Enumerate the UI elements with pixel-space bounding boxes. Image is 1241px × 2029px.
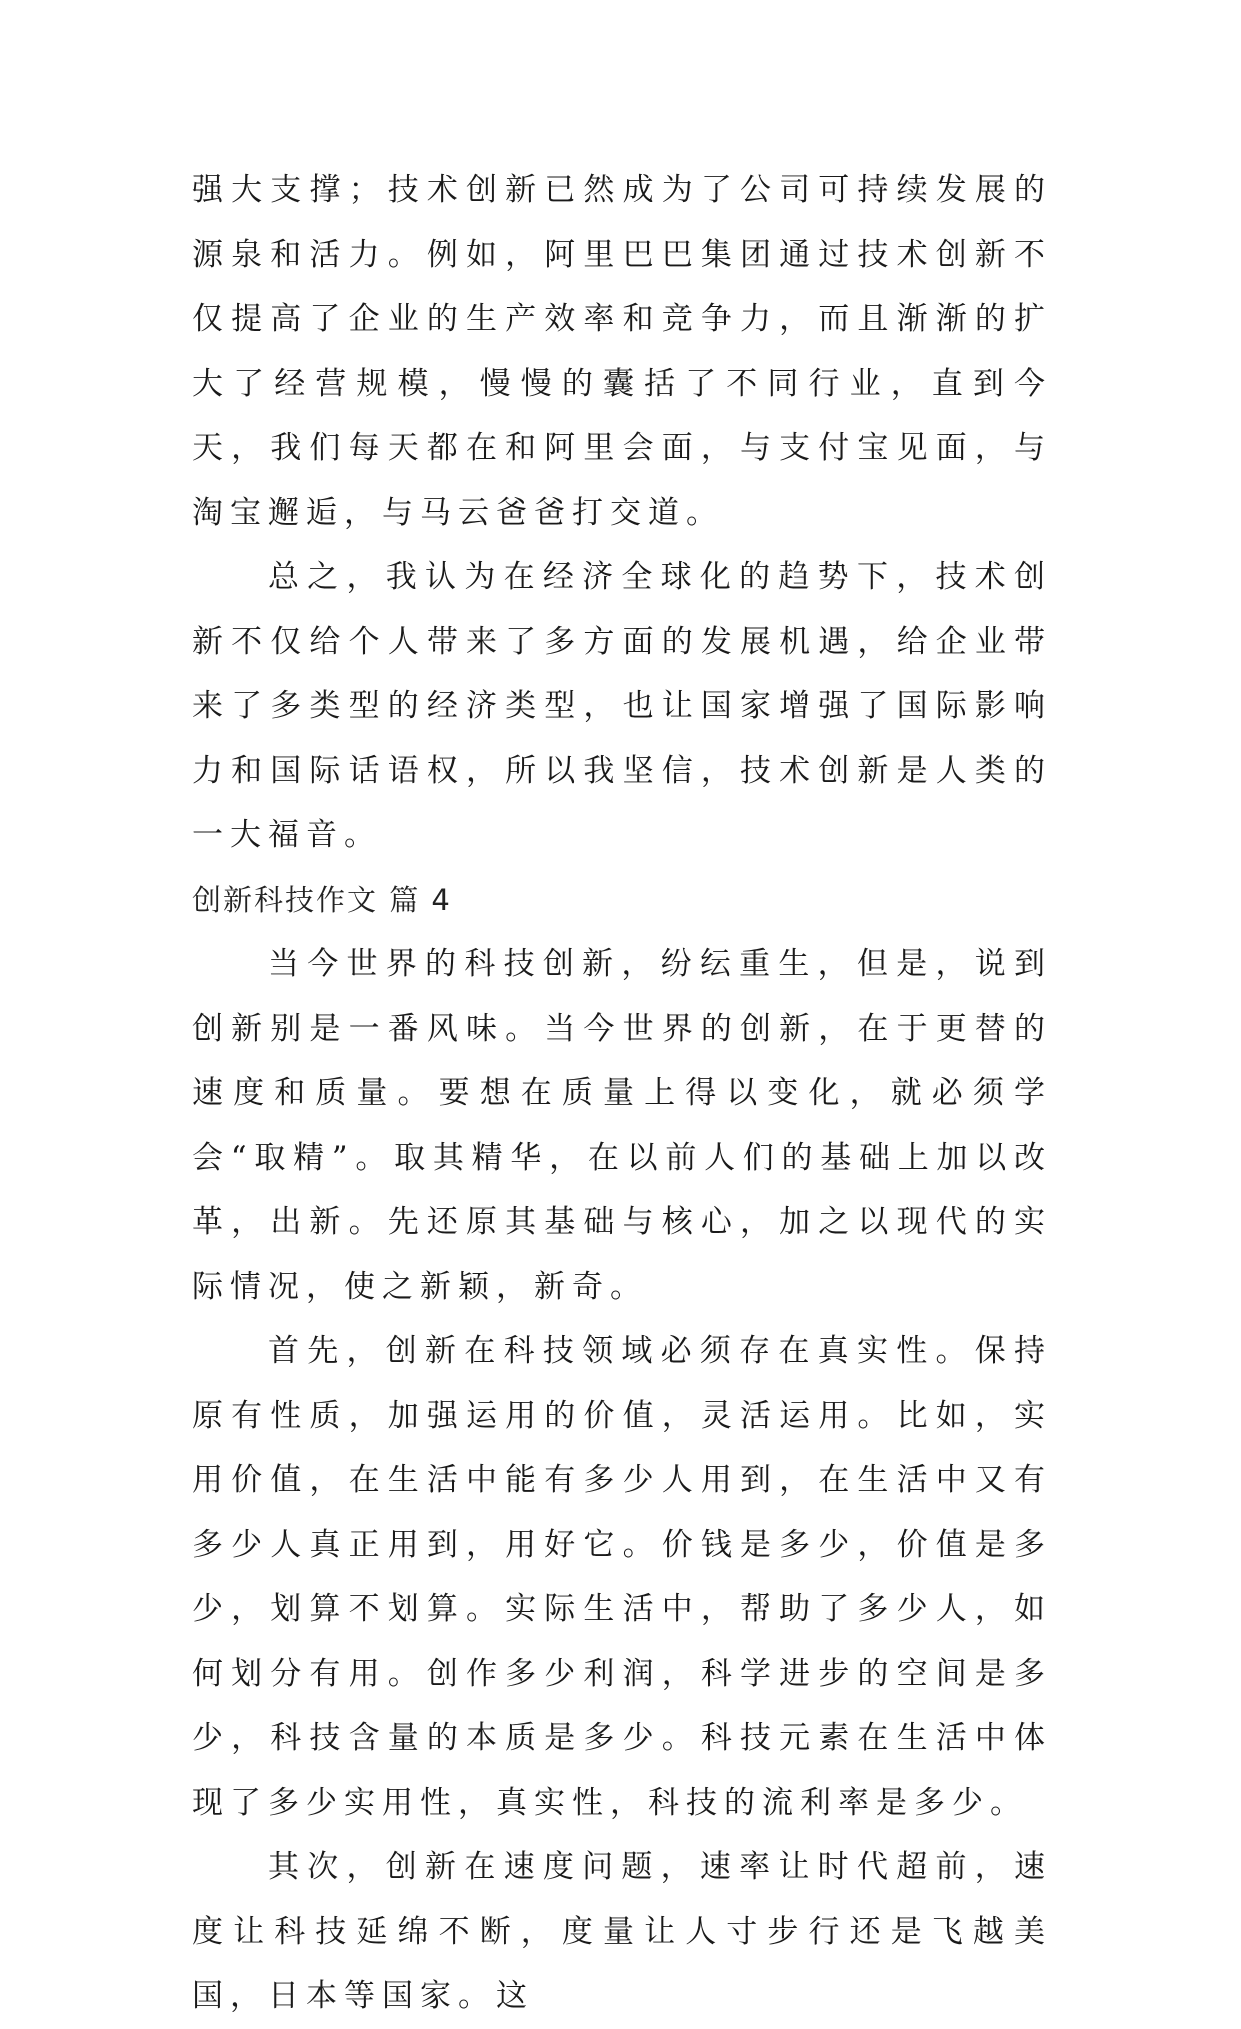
paragraph-conclusion: 总之，我认为在经济全球化的趋势下，技术创新不仅给个人带来了多方面的发展机遇，给企业带来了多类型的经济类型，也让国家增强了国际影响力和国际话语权，所以我坚信，技术创新是人类的一大福音。 bbox=[192, 559, 1052, 853]
paragraph-first-point: 首先，创新在科技领域必须存在真实性。保持原有性质，加强运用的价值，灵活运用。比如，实用价值，在生活中能有多少人用到，在生活中又有多少人真正用到，用好它。价钱是多少，价值是多少，划算不划算。实际生活中，帮助了多少人，如何划分有用。创作多少利润，科学进步的空间是多少，科技含量的本质是多少。科技元素在生活中体现了多少实用性，真实性，科技的流利率是多少。 bbox=[192, 1333, 1052, 1821]
paragraph-continued: 强大支撑；技术创新已然成为了公司可持续发展的源泉和活力。例如，阿里巴巴集团通过技术创新不仅提高了企业的生产效率和竞争力，而且渐渐的扩大了经营规模，慢慢的囊括了不同行业，直到今天，我们每天都在和阿里会面，与支付宝见面，与淘宝邂逅，与马云爸爸打交道。 bbox=[192, 172, 1052, 531]
section-heading: 创新科技作文 篇 4 bbox=[192, 882, 452, 917]
paragraph-intro: 当今世界的科技创新，纷纭重生，但是，说到创新别是一番风味。当今世界的创新，在于更替的速度和质量。要想在质量上得以变化，就必须学会“取精”。取其精华，在以前人们的基础上加以改革，出新。先还原其基础与核心，加之以现代的实际情况，使之新颖，新奇。 bbox=[192, 946, 1052, 1305]
document-page bbox=[192, 158, 1052, 2029]
paragraph-second-point: 其次，创新在速度问题，速率让时代超前，速度让科技延绵不断，度量让人寸步行还是飞越美国，日本等国家。这 bbox=[192, 1849, 1052, 2014]
